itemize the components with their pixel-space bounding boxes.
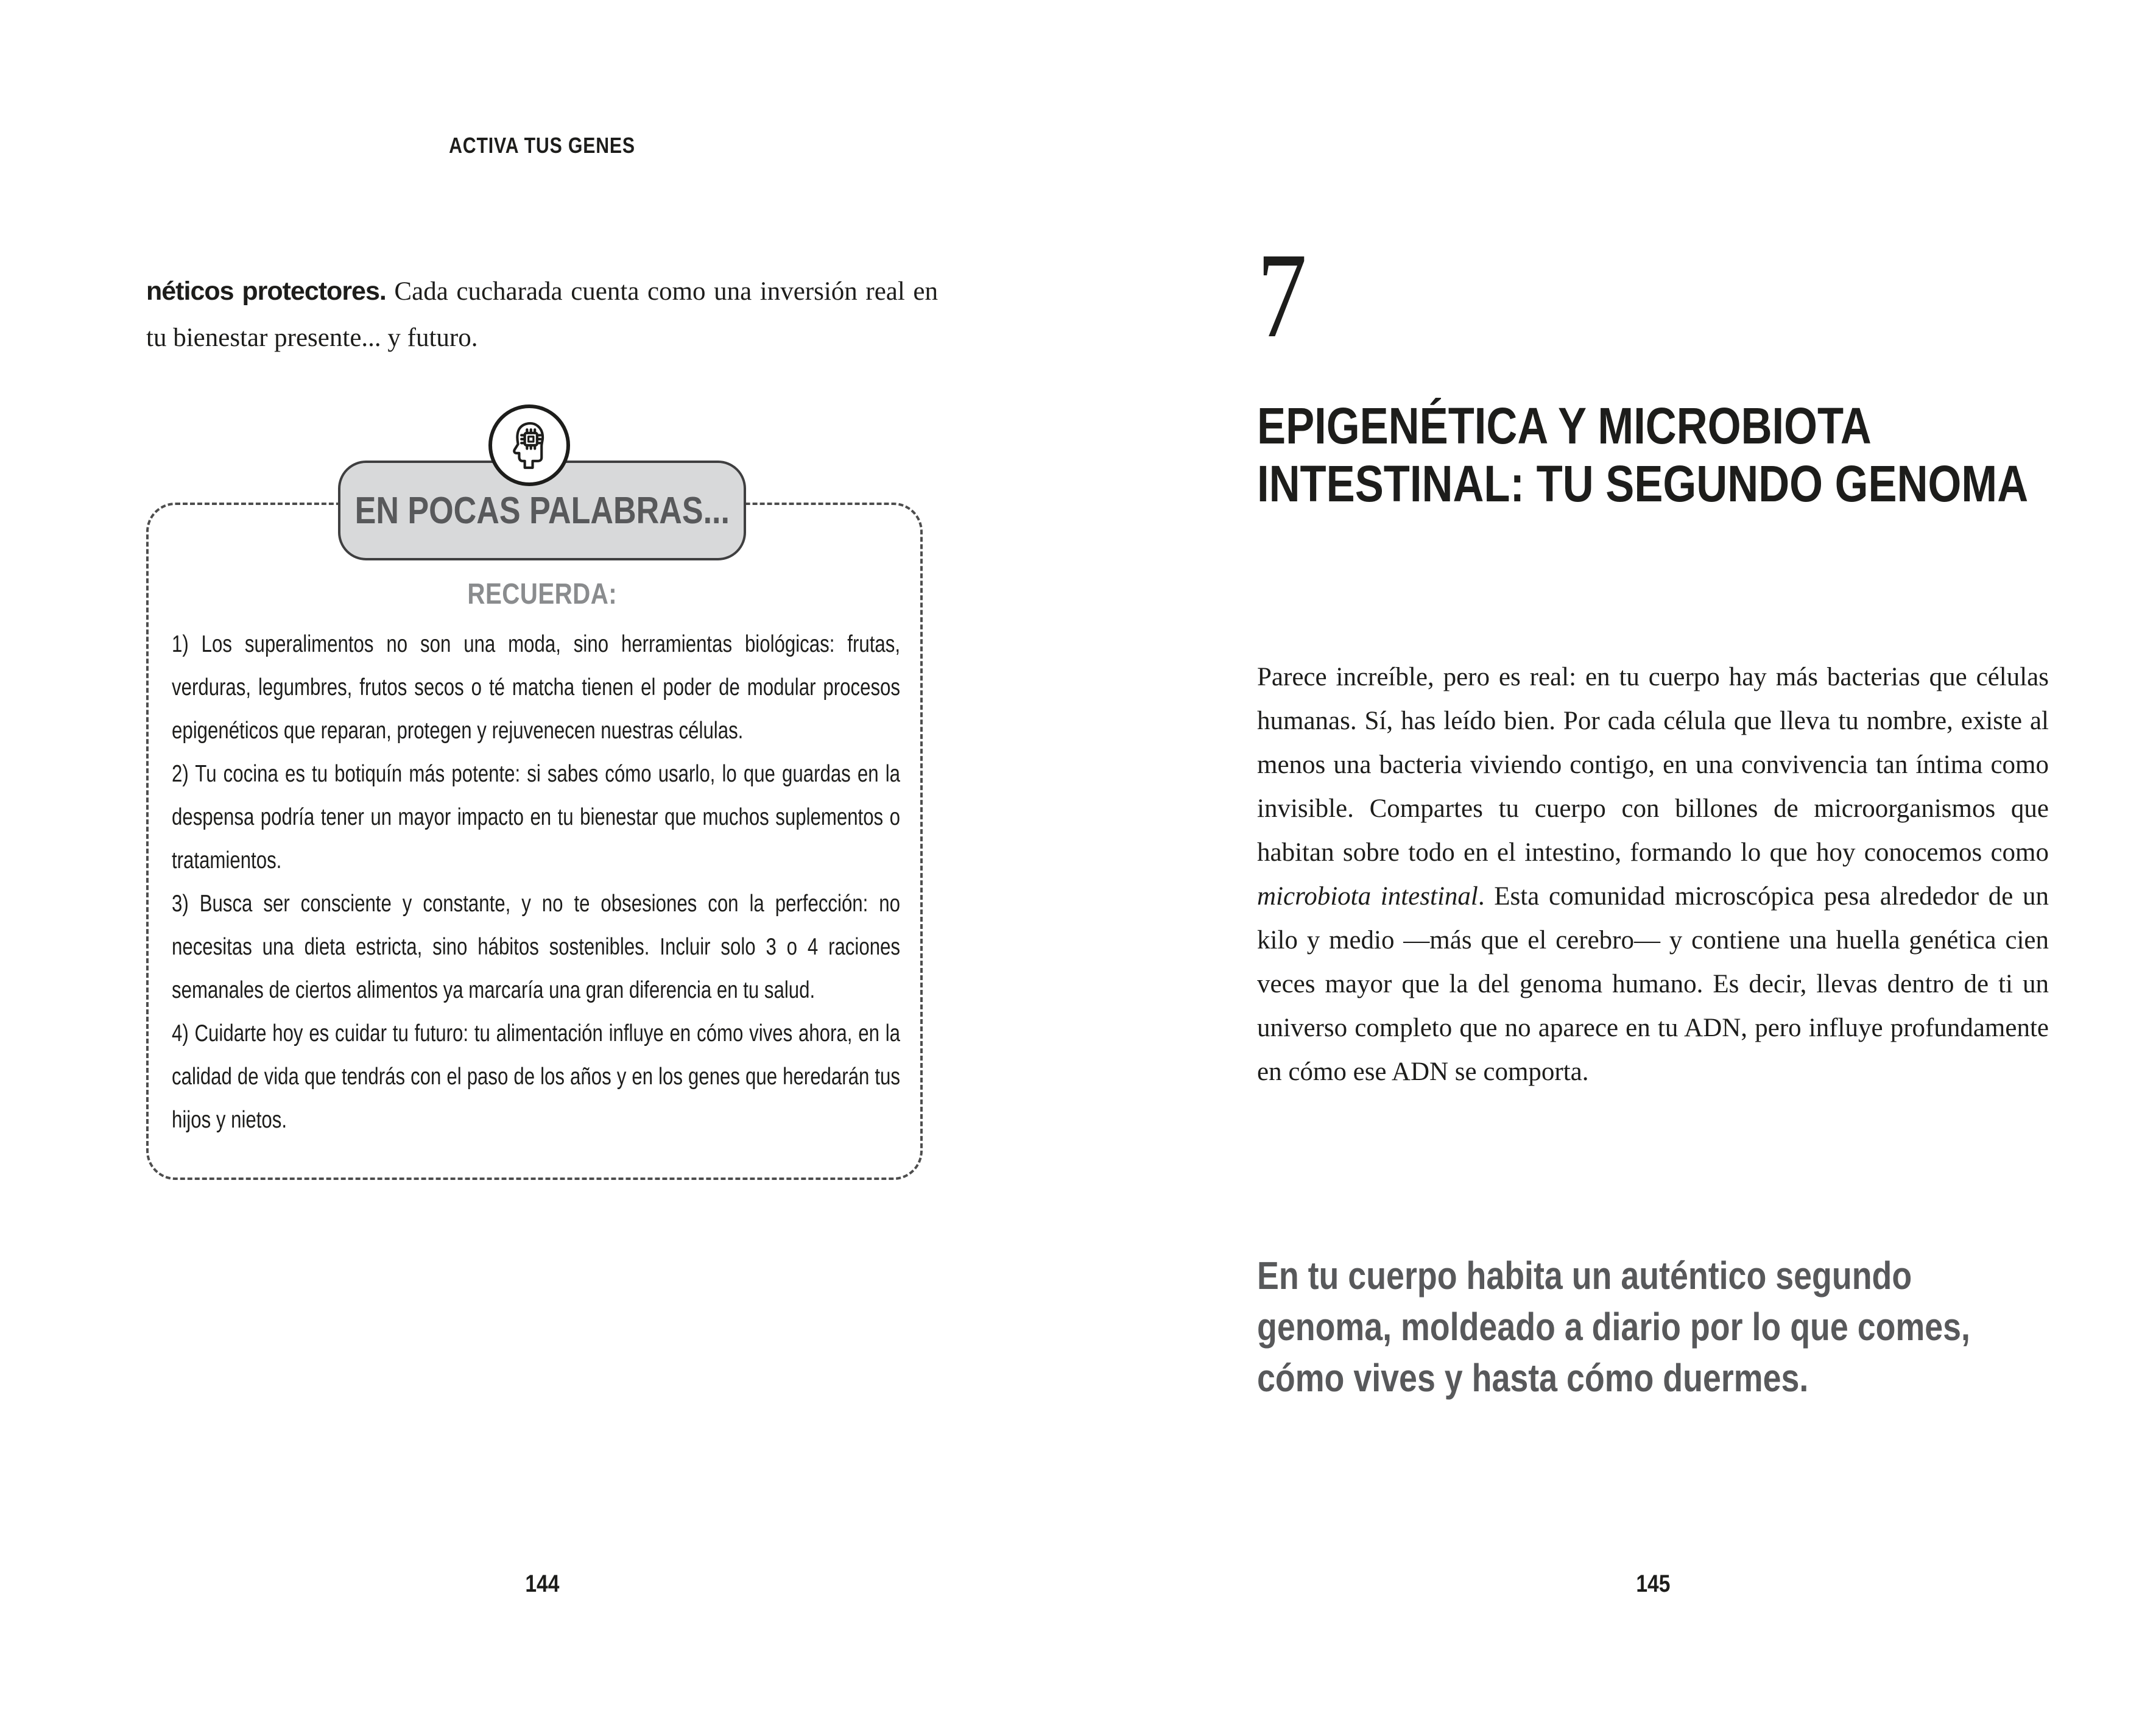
remember-list xyxy=(172,623,900,1142)
recuerda-heading xyxy=(146,577,938,611)
intro-rest: Cada cucharada cuenta como una inversión real en tu bienestar presente... y futuro. xyxy=(146,277,938,352)
brain-chip-icon xyxy=(488,404,570,486)
page-number-left-label: 144 xyxy=(524,1570,560,1597)
page-number-right xyxy=(1257,1570,2049,1598)
pull-quote-line: En tu cuerpo habita un auténtico segundo xyxy=(1257,1254,1912,1298)
list-item: 2) Tu cocina es tu botiquín más potente: si sabes cómo usarlo, lo que guardas en la despensa podría tener un mayor impacto en tu bienestar que muchos suplementos o tratamientos. xyxy=(172,761,900,874)
body-paragraph xyxy=(1257,655,2049,1094)
brain-chip-glyph xyxy=(501,417,557,473)
body-italic-phrase: microbiota intestinal xyxy=(1257,882,1478,911)
pull-quote-inner xyxy=(1257,1250,2048,1404)
body-after-italic: . Esta comunidad microscópica pesa alrededor de un kilo y medio —más que el cerebro— y contiene una huella genética cien veces mayor que la del genoma humano. Es decir, llevas dentro de ti un universo completo que no aparece en tu ADN, pero influye profundamente en cómo ese ADN se comporta. xyxy=(1257,882,2049,1086)
list-item: 3) Busca ser consciente y constante, y no te obsesiones con la perfección: no necesitas una dieta estricta, sino hábitos sostenibles. Incluir solo 3 o 4 raciones semanales de ciertos alimentos ya marcaría una gran diferencia en tu salud. xyxy=(172,891,900,1003)
chapter-title xyxy=(1257,397,2049,513)
running-header-label: ACTIVA TUS GENES xyxy=(449,133,635,158)
list-item: 4) Cuidarte hoy es cuidar tu futuro: tu alimentación influye en cómo vives ahora, en la calidad de vida que tendrás con el paso de los años y en los genes que heredarán tus hijos y nietos. xyxy=(172,1020,900,1133)
pull-quote-line: cómo vives y hasta cómo duermes. xyxy=(1257,1356,1809,1400)
intro-paragraph xyxy=(146,268,938,361)
body-before-italic: Parece increíble, pero es real: en tu cuerpo hay más bacterias que células humanas. Sí, has leído bien. Por cada célula que lleva tu nombre, existe al menos una bacteria viviendo contigo, en una convivencia tan íntima como invisible. Compartes tu cuerpo con billones de microorganismos que habitan sobre todo en el intestino, formando lo que hoy conocemos como xyxy=(1257,663,2049,867)
chapter-title-line: EPIGENÉTICA Y MICROBIOTA xyxy=(1257,397,1872,454)
recuerda-label: RECUERDA: xyxy=(467,578,617,610)
pull-quote-line: genoma, moldeado a diario por lo que comes, xyxy=(1257,1305,1970,1349)
chapter-title-line: INTESTINAL: TU SEGUNDO GENOMA xyxy=(1257,455,2029,512)
chapter-number: 7 xyxy=(1257,228,1307,363)
pull-quote xyxy=(1257,1250,2049,1404)
summary-box-title: EN POCAS PALABRAS... xyxy=(354,489,730,532)
page-number-right-label: 145 xyxy=(1635,1570,1671,1597)
list-item: 1) Los superalimentos no son una moda, sino herramientas biológicas: frutas, verduras, legumbres, frutos secos o té matcha tienen el poder de modular procesos epigenéticos que reparan, protegen y rejuvenecen nuestras células. xyxy=(172,631,900,744)
running-header xyxy=(146,133,938,158)
remember-list-inner xyxy=(172,623,900,1142)
page-number-left xyxy=(146,1570,938,1598)
intro-bold-lead: néticos protectores. xyxy=(146,277,386,306)
chapter-title-inner xyxy=(1257,397,2048,513)
